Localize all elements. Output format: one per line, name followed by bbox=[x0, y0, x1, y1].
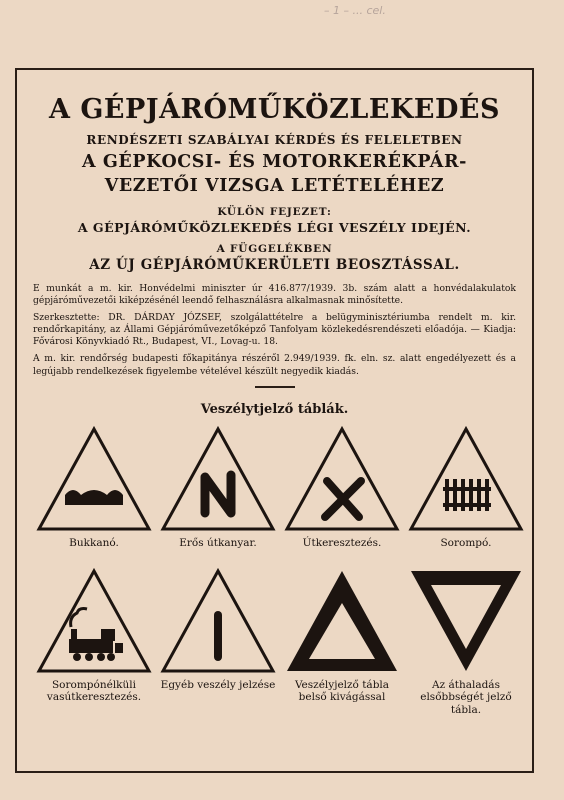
main-heading-line2: VEZETŐI VIZSGA LETÉTELÉHEZ bbox=[104, 175, 445, 196]
handwritten-scribble: – 1 – ... cel. bbox=[324, 4, 386, 17]
special-chapter-label: KÜLÖN FEJEZET: bbox=[217, 205, 332, 218]
sign-train bbox=[33, 567, 155, 704]
sign-barrier bbox=[405, 425, 527, 550]
sign-label: Egyéb veszély jelzése bbox=[160, 678, 276, 691]
sign-crossroad bbox=[281, 425, 403, 550]
curve-icon bbox=[159, 425, 277, 533]
divider bbox=[255, 386, 295, 388]
sign-label: Erős útkanyar. bbox=[179, 536, 257, 549]
sign-hollow bbox=[281, 567, 403, 704]
edition-paragraph: A m. kir. rendőrség budapesti főkapitánya részéről 2.949/1939. fk. eln. sz. alatt engedélyezett és a legújabb rendelkezések figyelembe vételével készült negyedik kiadás. bbox=[33, 353, 516, 377]
sign-other-danger bbox=[157, 567, 279, 692]
crossroad-icon bbox=[283, 425, 401, 533]
sign-label: Az áthaladás elsőbbségét jelző tábla. bbox=[420, 678, 512, 716]
sign-label: Veszélyjelző tábla belső kivágással bbox=[294, 678, 390, 704]
barrier-icon bbox=[407, 425, 525, 533]
hollow-triangle-icon bbox=[283, 567, 401, 675]
sign-label: Bukkanó. bbox=[69, 536, 119, 549]
approval-paragraph: E munkát a m. kir. Honvédelmi miniszter úr 416.877/1939. 3b. szám alatt a honvédalakulatok gépjáróművezetői kiképzésénél leendő felhasználásra alkalmasnak minősítette. bbox=[33, 282, 516, 306]
appendix-label: A FÜGGELÉKBEN bbox=[216, 242, 333, 255]
yield-triangle-icon bbox=[407, 567, 525, 675]
subtitle: RENDÉSZETI SZABÁLYAI KÉRDÉS ÉS FELELETBEN bbox=[86, 133, 463, 147]
sign-curve bbox=[157, 425, 279, 550]
signs-section-title: Veszélytjelző táblák. bbox=[200, 401, 349, 417]
sign-label: Útkeresztezés. bbox=[302, 536, 382, 549]
sign-bump bbox=[33, 425, 155, 550]
exclamation-bar-icon bbox=[159, 567, 277, 675]
sign-yield bbox=[405, 567, 527, 717]
page-title: A GÉPJÁRÓMŰKÖZLEKEDÉS bbox=[49, 94, 500, 125]
train-icon bbox=[35, 567, 153, 675]
bump-icon bbox=[35, 425, 153, 533]
sign-label: Sorompónélküli vasútkeresztezés. bbox=[46, 678, 142, 704]
signs-grid bbox=[33, 425, 516, 765]
special-chapter-title: A GÉPJÁRÓMŰKÖZLEKEDÉS LÉGI VESZÉLY IDEJÉN. bbox=[77, 219, 472, 235]
document-frame bbox=[15, 68, 534, 773]
sign-label: Sorompó. bbox=[440, 536, 492, 549]
editor-paragraph: Szerkesztette: DR. DÁRDAY JÓZSEF, szolgálattételre a belügyminisztériumba rendelt m. kir. rendőrkapitány, az Állami Gépjáróművezetőképző Tanfolyam közlekedésrendészeti előadója. — Kiadja: Fővárosi Könyvkiadó Rt., Budapest, VI., Lovag-u. 18. bbox=[33, 312, 516, 348]
appendix-title: AZ ÚJ GÉPJÁRÓMŰKERÜLETI BEOSZTÁSSAL. bbox=[89, 256, 460, 273]
main-heading-line1: A GÉPKOCSI- ÉS MOTORKERÉKPÁR- bbox=[81, 152, 467, 172]
